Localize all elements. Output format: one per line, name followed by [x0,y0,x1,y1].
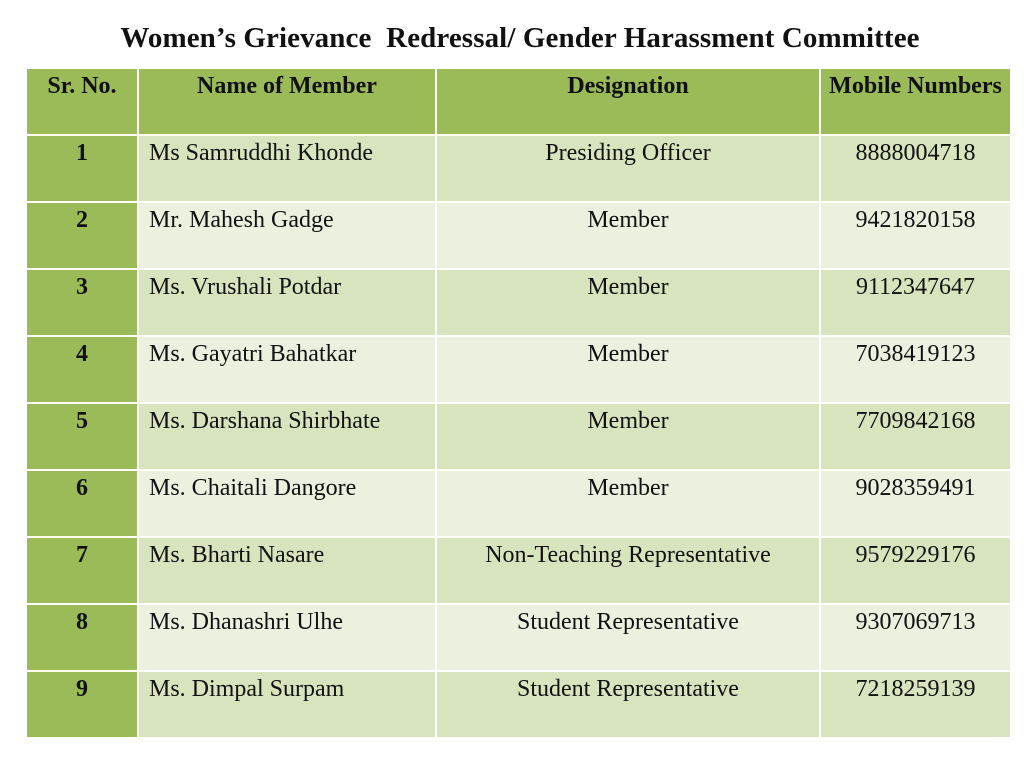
sr-no-cell: 8 [26,604,138,671]
table-row [26,403,1011,470]
mobile-cell: 9421820158 [820,202,1011,269]
table-row [26,537,1011,604]
sr-no-cell: 4 [26,336,138,403]
member-name-cell: Ms. Darshana Shirbhate [138,403,436,470]
mobile-cell: 9112347647 [820,269,1011,336]
sr-no-cell: 7 [26,537,138,604]
member-name-cell: Ms Samruddhi Khonde [138,135,436,202]
member-name-cell: Ms. Gayatri Bahatkar [138,336,436,403]
mobile-cell: 7218259139 [820,671,1011,738]
member-name-cell: Mr. Mahesh Gadge [138,202,436,269]
member-name-cell: Ms. Dhanashri Ulhe [138,604,436,671]
designation-cell: Student Representative [436,671,820,738]
designation-cell: Presiding Officer [436,135,820,202]
mobile-cell: 9307069713 [820,604,1011,671]
designation-cell: Student Representative [436,604,820,671]
sr-no-cell: 3 [26,269,138,336]
table-row [26,336,1011,403]
table-row [26,604,1011,671]
sr-no-cell: 2 [26,202,138,269]
header-name: Name of Member [138,68,436,135]
table-row [26,470,1011,537]
mobile-cell: 9579229176 [820,537,1011,604]
sr-no-cell: 5 [26,403,138,470]
designation-cell: Member [436,202,820,269]
header-sr-no: Sr. No. [26,68,138,135]
member-name-cell: Ms. Dimpal Surpam [138,671,436,738]
header-mobile: Mobile Numbers [820,68,1011,135]
designation-cell: Member [436,269,820,336]
table-row [26,269,1011,336]
table-row [26,671,1011,738]
member-name-cell: Ms. Bharti Nasare [138,537,436,604]
designation-cell: Member [436,470,820,537]
designation-cell: Non-Teaching Representative [436,537,820,604]
mobile-cell: 7038419123 [820,336,1011,403]
designation-cell: Member [436,403,820,470]
committee-table [25,67,1012,739]
sr-no-cell: 1 [26,135,138,202]
member-name-cell: Ms. Chaitali Dangore [138,470,436,537]
table-row [26,202,1011,269]
member-name-cell: Ms. Vrushali Potdar [138,269,436,336]
table-row [26,135,1011,202]
header-designation: Designation [436,68,820,135]
sr-no-cell: 9 [26,671,138,738]
table-header-row [26,68,1011,135]
designation-cell: Member [436,336,820,403]
page-title: Women’s Grievance Redressal/ Gender Harassment Committee [120,22,920,54]
mobile-cell: 7709842168 [820,403,1011,470]
sr-no-cell: 6 [26,470,138,537]
mobile-cell: 9028359491 [820,470,1011,537]
mobile-cell: 8888004718 [820,135,1011,202]
